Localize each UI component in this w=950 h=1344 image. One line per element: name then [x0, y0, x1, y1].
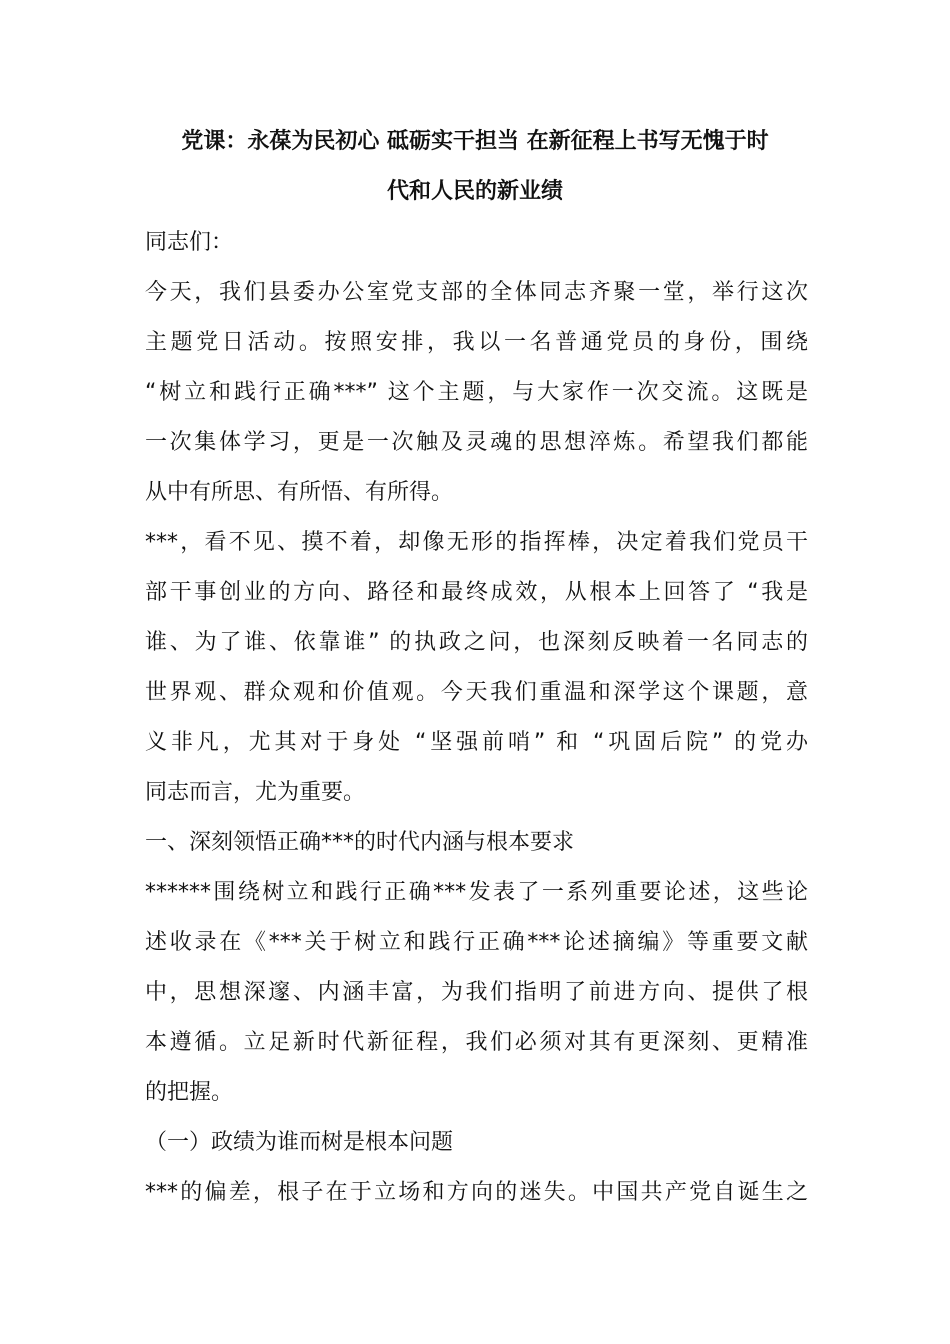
body-line: ******围绕树立和践行正确***发表了一系列重要论述，这些论 [145, 880, 808, 905]
body-line: ***的偏差，根子在于立场和方向的迷失。中国共产党自诞生之 [145, 1180, 808, 1205]
body-line: 谁、为了谁、依靠谁” 的执政之问，也深刻反映着一名同志的 [145, 630, 808, 655]
body-line: 的把握。 [145, 1080, 234, 1105]
subsection-heading: （一）政绩为谁而树是根本问题 [145, 1130, 454, 1155]
section-heading: 一、深刻领悟正确***的时代内涵与根本要求 [145, 830, 575, 855]
document-title-line-2: 代和人民的新业绩 [386, 179, 563, 204]
body-line: 一次集体学习，更是一次触及灵魂的思想淬炼。希望我们都能 [145, 430, 808, 455]
body-line: “树立和践行正确***” 这个主题，与大家作一次交流。这既是 [145, 380, 808, 405]
document-title-line-1: 党课：永葆为民初心 砥砺实干担当 在新征程上书写无愧于时 [181, 129, 769, 154]
body-line: 主题党日活动。按照安排，我以一名普通党员的身份，围绕 [145, 330, 808, 355]
body-line: 述收录在《***关于树立和践行正确***论述摘编》等重要文献 [145, 930, 808, 955]
body-line: 从中有所思、有所悟、有所得。 [145, 480, 454, 505]
body-line: 义非凡，尤其对于身处 “坚强前哨” 和 “巩固后院” 的党办 [145, 730, 808, 755]
body-line: 本遵循。立足新时代新征程，我们必须对其有更深刻、更精准 [145, 1030, 808, 1055]
body-line: 部干事创业的方向、路径和最终成效，从根本上回答了 “我是 [145, 580, 808, 605]
body-line: 世界观、群众观和价值观。今天我们重温和深学这个课题，意 [145, 680, 808, 705]
body-line: 中，思想深邃、内涵丰富，为我们指明了前进方向、提供了根 [145, 980, 808, 1005]
body-line: 今天，我们县委办公室党支部的全体同志齐聚一堂，举行这次 [145, 280, 808, 305]
salutation: 同志们： [145, 230, 234, 255]
body-line: 同志而言，尤为重要。 [145, 780, 366, 805]
body-line: ***，看不见、摸不着，却像无形的指挥棒，决定着我们党员干 [145, 530, 808, 555]
